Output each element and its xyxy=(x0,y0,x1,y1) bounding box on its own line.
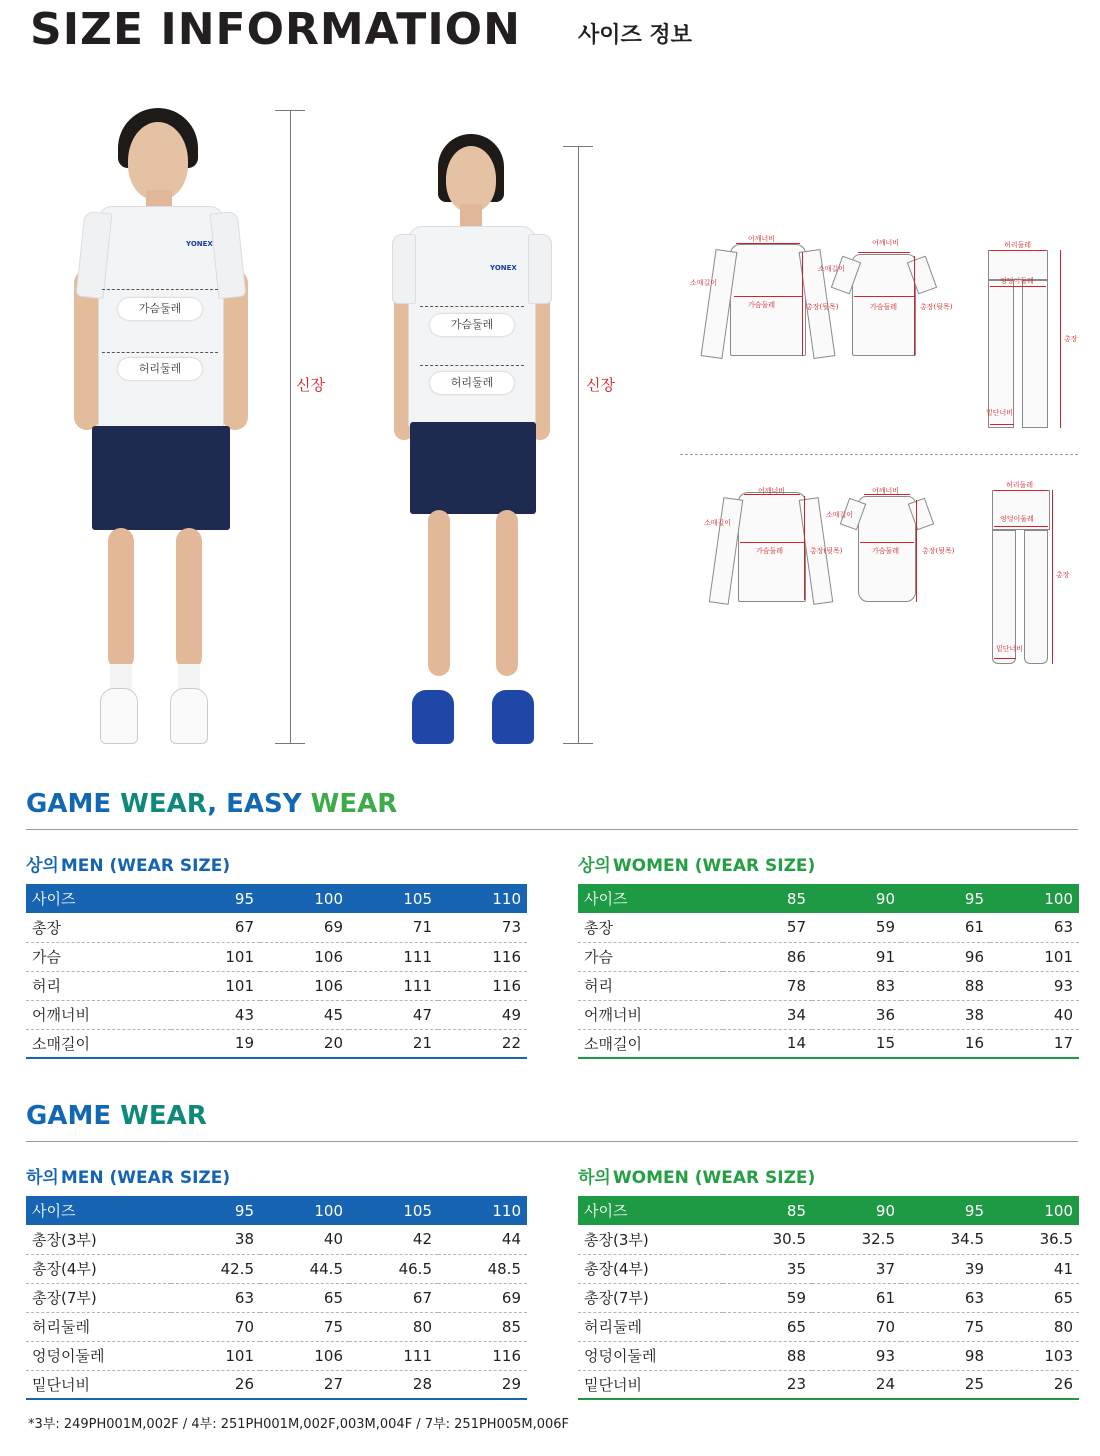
value-cell: 34 xyxy=(723,1000,812,1029)
male-left-leg xyxy=(108,528,134,670)
women-pants-hem-label: 밑단너비 xyxy=(996,645,1024,653)
table-header-row xyxy=(26,1196,527,1225)
male-height-label: 신장 xyxy=(296,376,325,394)
section-game-easy-wear-title xyxy=(26,789,397,819)
row-label-cell: 총장(7부) xyxy=(578,1283,723,1312)
table-row xyxy=(26,1283,527,1312)
table-row xyxy=(26,942,527,971)
table-row xyxy=(578,942,1079,971)
header-size-cell: 95 xyxy=(964,889,984,908)
table-row xyxy=(578,1370,1079,1399)
value-cell: 80 xyxy=(990,1312,1079,1341)
value-cell: 46.5 xyxy=(349,1254,438,1283)
male-head xyxy=(128,122,188,200)
male-right-sock xyxy=(178,664,200,690)
men-tops-table-title xyxy=(26,851,230,876)
value-cell: 27 xyxy=(260,1370,349,1399)
row-label-cell: 총장 xyxy=(578,913,723,942)
value-cell: 20 xyxy=(260,1029,349,1058)
value-cell: 59 xyxy=(812,913,901,942)
row-label-cell: 총장(4부) xyxy=(26,1254,171,1283)
male-chest-label: 가슴둘레 xyxy=(118,298,202,320)
women-pants-hip-label: 엉덩이둘레 xyxy=(1000,515,1034,523)
value-cell: 21 xyxy=(349,1029,438,1058)
value-cell: 61 xyxy=(812,1283,901,1312)
value-cell: 19 xyxy=(171,1029,260,1058)
section2-title-game: GAME xyxy=(26,1101,121,1131)
men-pants-waist-label: 허리둘레 xyxy=(1004,241,1032,249)
header-size-cell: 95 xyxy=(964,1201,984,1220)
table-row xyxy=(578,1341,1079,1370)
women-tshirt-length-line xyxy=(916,500,917,602)
male-shirt-logo: YONEX xyxy=(186,240,213,248)
women-pants-length-line xyxy=(1052,490,1053,664)
value-cell: 23 xyxy=(723,1370,812,1399)
table-row xyxy=(578,1029,1079,1058)
women-longsleeve-sleeve-label: 소매길이 xyxy=(704,519,732,527)
value-cell: 37 xyxy=(812,1254,901,1283)
men-longsleeve-length-line xyxy=(802,252,803,356)
female-right-shoe xyxy=(492,690,534,744)
value-cell: 45 xyxy=(260,1000,349,1029)
value-cell: 88 xyxy=(723,1341,812,1370)
value-cell: 26 xyxy=(990,1370,1079,1399)
value-cell: 65 xyxy=(260,1283,349,1312)
header-size-cell: 105 xyxy=(403,889,432,908)
men-pants-hip-line xyxy=(990,286,1046,287)
value-cell: 63 xyxy=(990,913,1079,942)
value-cell: 63 xyxy=(901,1283,990,1312)
men-tshirt-shoulder-line xyxy=(858,252,910,253)
women-tshirt-sleeve-label: 소매길이 xyxy=(826,511,854,519)
female-right-sleeve xyxy=(528,234,552,304)
women-pants-waist-label: 허리둘레 xyxy=(1006,481,1034,489)
men-bottoms-title-en: MEN (WEAR SIZE) xyxy=(60,1168,231,1188)
row-label-cell: 엉덩이둘레 xyxy=(26,1341,171,1370)
value-cell: 43 xyxy=(171,1000,260,1029)
table-row xyxy=(578,1254,1079,1283)
male-right-shoe xyxy=(170,688,208,744)
women-tshirt-length-label: 총장(뒷목) xyxy=(922,547,955,555)
men-pants-length-label: 총장 xyxy=(1064,335,1078,343)
value-cell: 44.5 xyxy=(260,1254,349,1283)
male-shorts xyxy=(92,426,230,530)
header-size-cell: 105 xyxy=(403,1201,432,1220)
value-cell: 14 xyxy=(723,1029,812,1058)
men-tops-size-table xyxy=(26,884,527,1059)
section1-title-wear1: WEAR xyxy=(120,789,208,819)
value-cell: 69 xyxy=(438,1283,527,1312)
section1-title-easy: , EASY xyxy=(207,789,311,819)
table-row xyxy=(26,1225,527,1254)
table-row xyxy=(26,971,527,1000)
value-cell: 71 xyxy=(349,913,438,942)
female-chest-line xyxy=(420,306,524,307)
value-cell: 49 xyxy=(438,1000,527,1029)
male-right-leg xyxy=(176,528,202,670)
male-height-line xyxy=(290,110,291,743)
value-cell: 101 xyxy=(171,1341,260,1370)
value-cell: 41 xyxy=(990,1254,1079,1283)
women-longsleeve-shoulder-label: 어깨너비 xyxy=(758,487,786,495)
value-cell: 67 xyxy=(349,1283,438,1312)
row-label-cell: 총장(7부) xyxy=(26,1283,171,1312)
value-cell: 42 xyxy=(349,1225,438,1254)
value-cell: 106 xyxy=(260,942,349,971)
men-longsleeve-chest-line xyxy=(734,296,802,297)
value-cell: 83 xyxy=(812,971,901,1000)
men-longsleeve-chest-label: 가슴둘레 xyxy=(748,301,776,309)
value-cell: 106 xyxy=(260,1341,349,1370)
value-cell: 65 xyxy=(990,1283,1079,1312)
header-label-cell: 사이즈 xyxy=(32,890,76,908)
header-label-cell: 사이즈 xyxy=(584,1202,628,1220)
table-row xyxy=(578,971,1079,1000)
male-waist-line xyxy=(102,352,218,353)
value-cell: 85 xyxy=(438,1312,527,1341)
women-tshirt-shoulder-label: 어깨너비 xyxy=(872,487,900,495)
table-row xyxy=(26,1029,527,1058)
table-row xyxy=(578,1225,1079,1254)
value-cell: 32.5 xyxy=(812,1225,901,1254)
value-cell: 103 xyxy=(990,1341,1079,1370)
female-waist-line xyxy=(420,365,524,366)
header-size-cell: 90 xyxy=(875,889,895,908)
women-pants-hem-line xyxy=(994,658,1016,659)
row-label-cell: 허리둘레 xyxy=(578,1312,723,1341)
male-left-shoe xyxy=(100,688,138,744)
header-label-cell: 사이즈 xyxy=(32,1202,76,1220)
table-row xyxy=(26,1370,527,1399)
value-cell: 93 xyxy=(812,1341,901,1370)
men-pants-hem-label: 밑단너비 xyxy=(986,409,1014,417)
header-label-cell: 사이즈 xyxy=(584,890,628,908)
header-size-cell: 100 xyxy=(314,1201,343,1220)
female-left-sleeve xyxy=(392,234,416,304)
men-tops-title-en: MEN (WEAR SIZE) xyxy=(60,856,231,876)
female-left-leg xyxy=(428,510,450,676)
header-size-cell: 85 xyxy=(786,1201,806,1220)
women-tops-size-table xyxy=(578,884,1079,1059)
section2-rule xyxy=(26,1141,1078,1142)
men-pants-waist-line xyxy=(990,250,1046,251)
table-header-row xyxy=(26,884,527,913)
table-row xyxy=(578,1000,1079,1029)
table-row xyxy=(578,1312,1079,1341)
men-pants-right-leg xyxy=(1022,280,1048,428)
value-cell: 29 xyxy=(438,1370,527,1399)
value-cell: 75 xyxy=(260,1312,349,1341)
row-label-cell: 밑단너비 xyxy=(26,1370,171,1399)
table-row xyxy=(26,1312,527,1341)
row-label-cell: 소매길이 xyxy=(26,1029,171,1058)
value-cell: 26 xyxy=(171,1370,260,1399)
section1-title-game: GAME xyxy=(26,789,121,819)
male-height-bottom-cap xyxy=(275,743,305,744)
value-cell: 15 xyxy=(812,1029,901,1058)
table-row xyxy=(26,1000,527,1029)
row-label-cell: 소매길이 xyxy=(578,1029,723,1058)
value-cell: 30.5 xyxy=(723,1225,812,1254)
value-cell: 80 xyxy=(349,1312,438,1341)
table-header-row xyxy=(578,884,1079,913)
value-cell: 101 xyxy=(171,971,260,1000)
value-cell: 61 xyxy=(901,913,990,942)
value-cell: 36.5 xyxy=(990,1225,1079,1254)
men-bottoms-size-table xyxy=(26,1196,527,1400)
women-longsleeve-chest-label: 가슴둘레 xyxy=(756,547,784,555)
men-tshirt-chest-label: 가슴둘레 xyxy=(870,303,898,311)
value-cell: 116 xyxy=(438,942,527,971)
value-cell: 44 xyxy=(438,1225,527,1254)
row-label-cell: 어깨너비 xyxy=(26,1000,171,1029)
men-pants-left-leg xyxy=(988,280,1014,428)
female-left-shoe xyxy=(412,690,454,744)
women-bottoms-table-title xyxy=(578,1163,815,1188)
female-head xyxy=(446,146,496,212)
header-size-cell: 100 xyxy=(1044,889,1073,908)
value-cell: 28 xyxy=(349,1370,438,1399)
footnote: *3부: 249PH001M,002F / 4부: 251PH001M,002F,003M,004F / 7부: 251PH005M,006F xyxy=(28,1417,570,1432)
women-pants-length-label: 총장 xyxy=(1056,571,1070,579)
header-size-cell: 95 xyxy=(234,889,254,908)
row-label-cell: 총장(4부) xyxy=(578,1254,723,1283)
value-cell: 40 xyxy=(990,1000,1079,1029)
table-row xyxy=(578,1283,1079,1312)
value-cell: 38 xyxy=(901,1000,990,1029)
men-pants-hip-label: 엉덩이둘레 xyxy=(1000,277,1034,285)
header-size-cell: 100 xyxy=(314,889,343,908)
men-tshirt-chest-line xyxy=(854,296,914,297)
value-cell: 39 xyxy=(901,1254,990,1283)
row-label-cell: 총장(3부) xyxy=(26,1225,171,1254)
value-cell: 91 xyxy=(812,942,901,971)
section1-rule xyxy=(26,829,1078,830)
value-cell: 111 xyxy=(349,971,438,1000)
table-header-row xyxy=(578,1196,1079,1225)
men-longsleeve-shoulder-label: 어깨너비 xyxy=(748,235,776,243)
value-cell: 57 xyxy=(723,913,812,942)
header-size-cell: 90 xyxy=(875,1201,895,1220)
value-cell: 116 xyxy=(438,1341,527,1370)
row-label-cell: 가슴 xyxy=(578,942,723,971)
value-cell: 16 xyxy=(901,1029,990,1058)
value-cell: 42.5 xyxy=(171,1254,260,1283)
male-chest-line xyxy=(102,289,218,290)
men-tshirt-shoulder-label: 어깨너비 xyxy=(872,239,900,247)
men-pants-hem-line xyxy=(990,424,1014,425)
men-tops-title-kr: 상의 xyxy=(26,856,59,876)
table-row xyxy=(26,1341,527,1370)
male-left-sock xyxy=(110,664,132,690)
value-cell: 86 xyxy=(723,942,812,971)
value-cell: 93 xyxy=(990,971,1079,1000)
value-cell: 69 xyxy=(260,913,349,942)
women-tops-title-en: WOMEN (WEAR SIZE) xyxy=(612,856,816,876)
value-cell: 78 xyxy=(723,971,812,1000)
men-bottoms-table-title xyxy=(26,1163,230,1188)
men-bottoms-title-kr: 하의 xyxy=(26,1168,59,1188)
female-chest-label: 가슴둘레 xyxy=(430,314,514,336)
page-title: SIZE INFORMATION xyxy=(30,4,521,55)
men-pants-length-line xyxy=(1060,250,1061,428)
value-cell: 106 xyxy=(260,971,349,1000)
row-label-cell: 가슴 xyxy=(26,942,171,971)
value-cell: 24 xyxy=(812,1370,901,1399)
header-size-cell: 110 xyxy=(492,889,521,908)
value-cell: 101 xyxy=(990,942,1079,971)
row-label-cell: 허리둘레 xyxy=(26,1312,171,1341)
value-cell: 116 xyxy=(438,971,527,1000)
value-cell: 63 xyxy=(171,1283,260,1312)
value-cell: 75 xyxy=(901,1312,990,1341)
value-cell: 111 xyxy=(349,942,438,971)
page-subtitle: 사이즈 정보 xyxy=(578,23,692,48)
female-waist-label: 허리둘레 xyxy=(430,372,514,394)
value-cell: 70 xyxy=(171,1312,260,1341)
value-cell: 59 xyxy=(723,1283,812,1312)
female-right-leg xyxy=(496,510,518,676)
men-longsleeve-length-label: 총장(뒷목) xyxy=(806,303,839,311)
men-tshirt-sleeve-label: 소매길이 xyxy=(818,265,846,273)
section1-title-wear2: WEAR xyxy=(310,789,398,819)
women-longsleeve-chest-line xyxy=(740,542,804,543)
women-tshirt-chest-line xyxy=(860,542,914,543)
header-size-cell: 100 xyxy=(1044,1201,1073,1220)
value-cell: 40 xyxy=(260,1225,349,1254)
men-tshirt-length-line xyxy=(914,256,915,356)
men-tshirt-length-label: 총장(뒷목) xyxy=(920,303,953,311)
table-row xyxy=(26,1254,527,1283)
value-cell: 48.5 xyxy=(438,1254,527,1283)
female-height-line xyxy=(578,146,579,743)
male-waist-label: 허리둘레 xyxy=(118,358,202,380)
women-pants-hip-line xyxy=(994,526,1048,527)
female-shirt-logo: YONEX xyxy=(490,264,517,272)
value-cell: 88 xyxy=(901,971,990,1000)
value-cell: 101 xyxy=(171,942,260,971)
women-tops-title-kr: 상의 xyxy=(578,856,611,876)
value-cell: 36 xyxy=(812,1000,901,1029)
value-cell: 96 xyxy=(901,942,990,971)
value-cell: 38 xyxy=(171,1225,260,1254)
row-label-cell: 총장(3부) xyxy=(578,1225,723,1254)
women-bottoms-title-kr: 하의 xyxy=(578,1168,611,1188)
value-cell: 25 xyxy=(901,1370,990,1399)
row-label-cell: 총장 xyxy=(26,913,171,942)
women-pants-waist-line xyxy=(994,490,1048,491)
section-game-wear-title xyxy=(26,1101,207,1131)
header-size-cell: 110 xyxy=(492,1201,521,1220)
value-cell: 47 xyxy=(349,1000,438,1029)
header-size-cell: 95 xyxy=(234,1201,254,1220)
women-pants-waistband xyxy=(992,490,1050,530)
value-cell: 65 xyxy=(723,1312,812,1341)
row-label-cell: 허리 xyxy=(26,971,171,1000)
women-longsleeve-length-label: 총장(뒷목) xyxy=(810,547,843,555)
women-longsleeve-length-line xyxy=(804,496,805,600)
value-cell: 111 xyxy=(349,1341,438,1370)
female-height-label: 신장 xyxy=(586,376,615,394)
female-height-bottom-cap xyxy=(563,743,593,744)
table-row xyxy=(578,913,1079,942)
row-label-cell: 엉덩이둘레 xyxy=(578,1341,723,1370)
women-bottoms-title-en: WOMEN (WEAR SIZE) xyxy=(612,1168,816,1188)
table-row xyxy=(26,913,527,942)
row-label-cell: 밑단너비 xyxy=(578,1370,723,1399)
value-cell: 67 xyxy=(171,913,260,942)
row-label-cell: 어깨너비 xyxy=(578,1000,723,1029)
section2-title-wear: WEAR xyxy=(120,1101,207,1131)
row-label-cell: 허리 xyxy=(578,971,723,1000)
men-longsleeve-sleeve-label: 소매길이 xyxy=(690,279,718,287)
value-cell: 22 xyxy=(438,1029,527,1058)
value-cell: 34.5 xyxy=(901,1225,990,1254)
women-pants-right-leg xyxy=(1024,530,1048,664)
female-shorts xyxy=(410,422,536,514)
value-cell: 98 xyxy=(901,1341,990,1370)
header-size-cell: 85 xyxy=(786,889,806,908)
value-cell: 17 xyxy=(990,1029,1079,1058)
women-tops-table-title xyxy=(578,851,815,876)
female-neck xyxy=(460,204,482,228)
women-bottoms-size-table xyxy=(578,1196,1079,1400)
diagram-divider xyxy=(680,454,1078,455)
value-cell: 35 xyxy=(723,1254,812,1283)
value-cell: 73 xyxy=(438,913,527,942)
women-tshirt-chest-label: 가슴둘레 xyxy=(872,547,900,555)
value-cell: 70 xyxy=(812,1312,901,1341)
